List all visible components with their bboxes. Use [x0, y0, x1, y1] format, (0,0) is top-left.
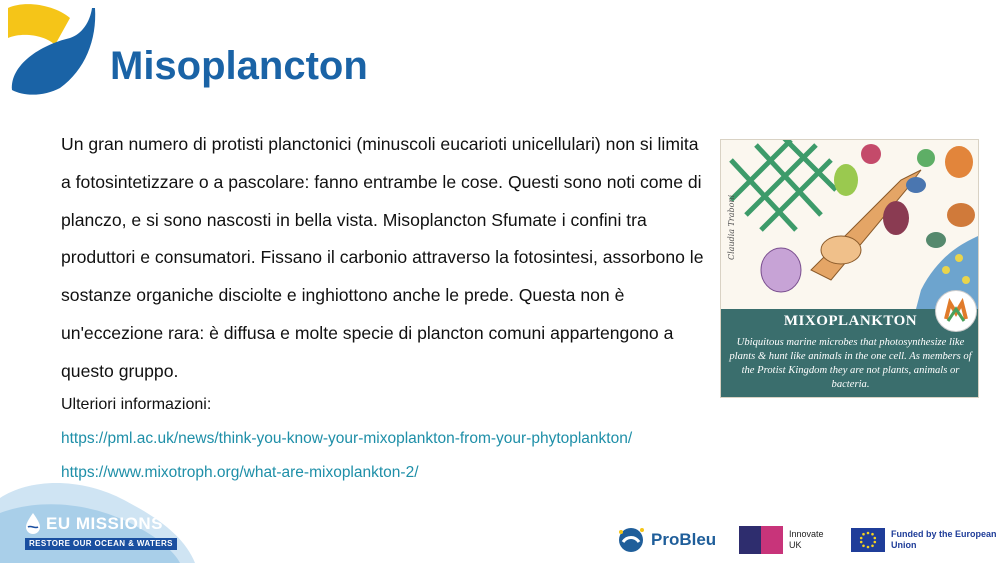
eu-funding-logo — [851, 523, 1000, 557]
mixoplankton-illustration — [721, 140, 979, 309]
card-title: MIXOPLANKTON — [783, 313, 918, 329]
pml-link[interactable]: https://pml.ac.uk/news/think-you-know-your-mixoplankton-from-your-phytoplankton/ — [61, 430, 633, 447]
mixoplankton-card — [720, 139, 979, 398]
ukri-icon — [739, 526, 783, 554]
eu-missions-title: EU MISSIONS — [46, 514, 163, 533]
eu-missions-subtitle: RESTORE OUR OCEAN & WATERS — [25, 538, 177, 550]
eu-flag-icon — [851, 528, 885, 552]
probleu-label: ProBleu — [651, 530, 717, 549]
page-title: Misoplancton — [110, 44, 368, 88]
artist-signature: Claudia Traboni — [727, 194, 736, 260]
ukri-logo — [739, 523, 835, 557]
funded-by-eu-label: Funded by the European Union — [891, 529, 997, 550]
mixotroph-link[interactable]: https://www.mixotroph.org/what-are-mixoplankton-2/ — [61, 464, 419, 481]
innovate-uk-label: Innovate UK — [789, 529, 824, 550]
body-paragraph: Un gran numero di protisti planctonici (minuscoli eucarioti unicellulari) non si limita a fotosintetizzare o a pascolare: fanno entrambe le cose. Questi sono noti come di planczo, e si sono nascosti in bella vista. Misoplancton Sfumate i confini tra produttori e consumatori. Fissano il carbonio attraverso la fotosintesi, assorbono le sostanze organiche disciolte e inghiottono anche le prede. Questa non è un'eccezione rara: è diffusa e molte specie di plancton comuni appartengono a questo gruppo. — [61, 134, 704, 381]
eu-missions-drop-icon — [24, 512, 42, 534]
probleu-logo — [615, 523, 716, 557]
brand-logo-icon — [0, 0, 100, 100]
more-info-label: Ulteriori informazioni: — [61, 396, 212, 413]
probleu-icon — [615, 524, 647, 556]
card-caption: Ubiquitous marine microbes that photosynthesize like plants & hunt like animals in the one cell. As members of the Protist Kingdom they are not plants, animals or bacteria. — [729, 337, 972, 390]
